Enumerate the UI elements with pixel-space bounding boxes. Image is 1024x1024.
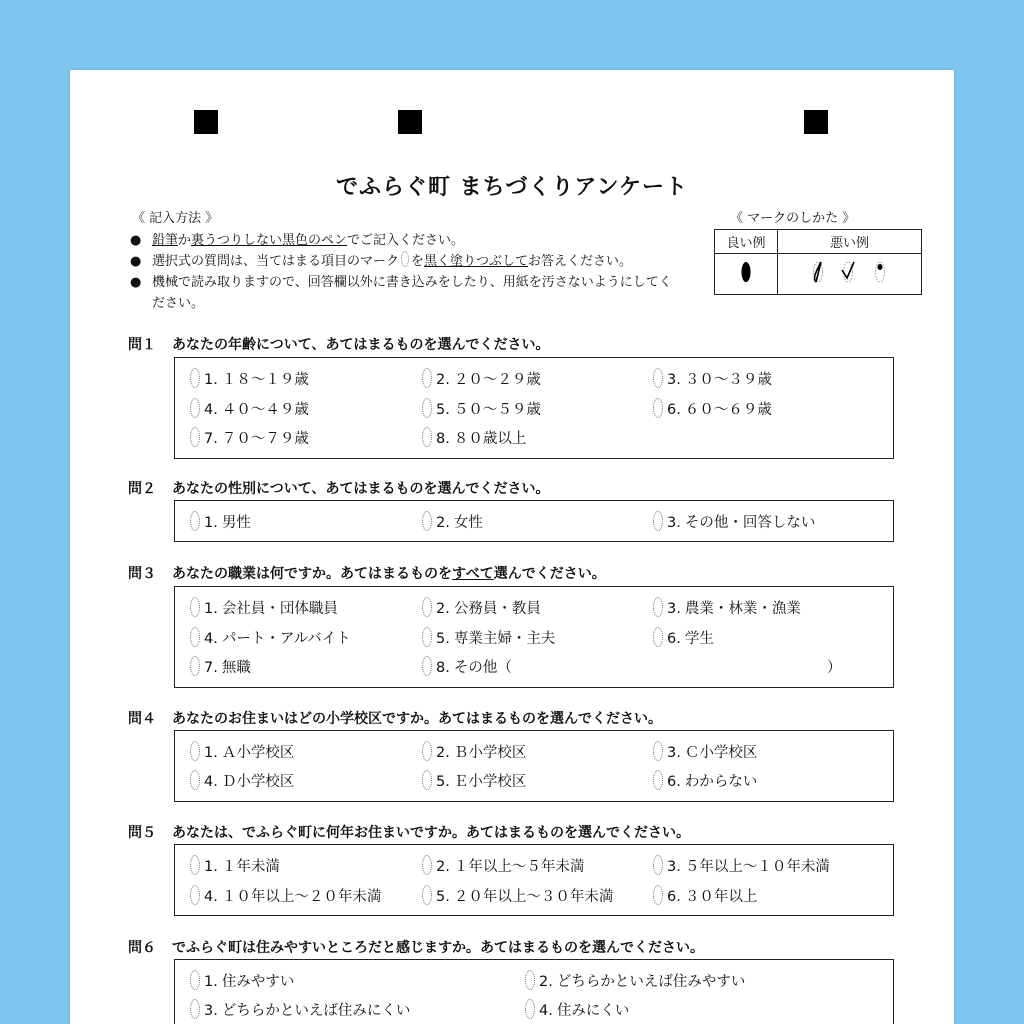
- question-number: 問１: [128, 337, 156, 353]
- q6-option-4[interactable]: [525, 999, 629, 1020]
- option-number: 3.: [667, 601, 681, 617]
- q3-option-3[interactable]: [653, 597, 801, 618]
- question-text: でふらぐ町は住みやすいところだと感じますか。あてはまるものを選んでください。: [172, 940, 704, 956]
- option-number: 5.: [436, 889, 450, 905]
- bad-example-label: 悪い例: [778, 230, 922, 254]
- option-label: ８０歳以上: [453, 431, 527, 447]
- other-close-paren: ）: [827, 660, 842, 676]
- mark-oval-icon[interactable]: [190, 885, 200, 905]
- option-label: ２０～２９歳: [453, 372, 541, 388]
- q3-option-8[interactable]: [422, 656, 512, 677]
- option-number: 2.: [436, 601, 450, 617]
- option-number: 3.: [667, 515, 681, 531]
- option-label: 住みやすい: [221, 974, 295, 990]
- q3-option-6[interactable]: [653, 627, 714, 648]
- mark-oval-icon[interactable]: [190, 656, 200, 676]
- option-number: 7.: [204, 431, 218, 447]
- mark-oval-icon[interactable]: [525, 999, 535, 1019]
- good-example-label: 良い例: [715, 230, 778, 254]
- mark-oval-icon[interactable]: [190, 511, 200, 531]
- question-number: 問３: [128, 566, 156, 582]
- option-number: 8.: [436, 431, 450, 447]
- q3-option-2[interactable]: [422, 597, 541, 618]
- question-number: 問５: [128, 825, 156, 841]
- option-number: 6.: [667, 402, 681, 418]
- q1-option-5[interactable]: [422, 398, 541, 419]
- q4-option-3[interactable]: [653, 741, 757, 762]
- option-number: 4.: [204, 889, 218, 905]
- q4-option-6[interactable]: [653, 770, 757, 791]
- mark-oval-icon[interactable]: [422, 427, 432, 447]
- option-number: 4.: [204, 774, 218, 790]
- option-label: 住みにくい: [556, 1003, 630, 1019]
- option-label: ７０～７９歳: [221, 431, 309, 447]
- q1-option-2[interactable]: [422, 368, 541, 389]
- question-text: あなたは、でふらぐ町に何年お住まいですか。あてはまるものを選んでください。: [172, 825, 690, 841]
- mark-oval-icon[interactable]: [190, 770, 200, 790]
- q3-option-4[interactable]: [190, 627, 351, 648]
- q1-option-3[interactable]: [653, 368, 772, 389]
- question-6-title: [128, 937, 704, 957]
- q6-option-3[interactable]: [190, 999, 410, 1020]
- instruction-text: でご記入ください。: [347, 233, 465, 248]
- q5-option-4[interactable]: [190, 885, 381, 906]
- option-number: 2.: [436, 372, 450, 388]
- q1-option-8[interactable]: [422, 427, 526, 448]
- mark-oval-icon[interactable]: [653, 368, 663, 388]
- q1-option-4[interactable]: [190, 398, 309, 419]
- q2-option-1[interactable]: [190, 511, 251, 532]
- question-text: あなたのお住まいはどの小学校区ですか。あてはまるものを選んでください。: [172, 711, 662, 727]
- question-2-title: [128, 478, 549, 498]
- q6-option-2[interactable]: [525, 970, 745, 991]
- page-title: でふらぐ町 まちづくりアンケート: [335, 175, 689, 200]
- mark-oval-icon[interactable]: [653, 597, 663, 617]
- option-number: 3.: [667, 745, 681, 761]
- question-4-title: [128, 708, 662, 728]
- mark-oval-icon[interactable]: [422, 885, 432, 905]
- option-number: 4.: [539, 1003, 553, 1019]
- mark-oval-icon[interactable]: [422, 368, 432, 388]
- option-number: 5.: [436, 774, 450, 790]
- mark-oval-icon[interactable]: [422, 855, 432, 875]
- option-number: 1.: [204, 859, 218, 875]
- question-text: あなたの性別について、あてはまるものを選んでください。: [172, 481, 550, 497]
- option-number: 2.: [436, 745, 450, 761]
- registration-mark: [398, 110, 422, 134]
- option-label: どちらかといえば住みにくい: [221, 1003, 411, 1019]
- option-number: 1.: [204, 601, 218, 617]
- option-label: １年以上～５年未満: [453, 859, 585, 875]
- option-number: 2.: [436, 859, 450, 875]
- question-text-emphasis: すべて: [452, 566, 494, 582]
- option-label: ３０～３９歳: [684, 372, 772, 388]
- instruction-text: 機械で読み取りますので、回答欄以外に書き込みをしたり、用紙を汚さないようにしてください。: [152, 275, 672, 311]
- question-1-title: [128, 334, 549, 354]
- option-number: 2.: [539, 974, 553, 990]
- option-label: わからない: [684, 774, 758, 790]
- mark-oval-icon[interactable]: [653, 511, 663, 531]
- option-number: 5.: [436, 631, 450, 647]
- option-number: 6.: [667, 631, 681, 647]
- option-label: 専業主婦・主夫: [453, 631, 556, 647]
- q3-option-7[interactable]: [190, 656, 251, 677]
- bad-mark-icons: [790, 256, 910, 288]
- registration-mark: [194, 110, 218, 134]
- q4-option-4[interactable]: [190, 770, 294, 791]
- mark-oval-icon[interactable]: [422, 741, 432, 761]
- mark-oval-icon[interactable]: [190, 597, 200, 617]
- option-label: 学生: [684, 631, 714, 647]
- q2-option-2[interactable]: [422, 511, 483, 532]
- mark-oval-icon[interactable]: [422, 627, 432, 647]
- option-number: 1.: [204, 372, 218, 388]
- option-number: 4.: [204, 631, 218, 647]
- mark-oval-icon[interactable]: [422, 511, 432, 531]
- instruction-item: [130, 251, 700, 272]
- option-number: 1.: [204, 974, 218, 990]
- option-number: 1.: [204, 515, 218, 531]
- option-number: 5.: [436, 402, 450, 418]
- q6-option-1[interactable]: [190, 970, 294, 991]
- option-label: 男性: [221, 515, 251, 531]
- option-number: 1.: [204, 745, 218, 761]
- q5-option-3[interactable]: [653, 855, 830, 876]
- mark-oval-icon[interactable]: [422, 597, 432, 617]
- question-text: あなたの年齢について、あてはまるものを選んでください。: [172, 337, 550, 353]
- option-label: ５０～５９歳: [453, 402, 541, 418]
- instructions-heading: 《 記入方法 》: [132, 211, 219, 226]
- instruction-text: 鉛筆: [152, 233, 179, 248]
- option-number: 2.: [436, 515, 450, 531]
- mark-oval-icon[interactable]: [190, 970, 200, 990]
- question-number: 問４: [128, 711, 156, 727]
- q5-option-6[interactable]: [653, 885, 757, 906]
- mark-oval-icon[interactable]: [190, 368, 200, 388]
- option-label: パート・アルバイト: [221, 631, 351, 647]
- question-number: 問２: [128, 481, 156, 497]
- instruction-item: [130, 272, 672, 314]
- q4-option-5[interactable]: [422, 770, 526, 791]
- instructions: [130, 230, 700, 314]
- mark-guide-table: [714, 229, 922, 295]
- mark-oval-icon[interactable]: [190, 999, 200, 1019]
- mark-oval-icon[interactable]: [653, 398, 663, 418]
- mark-oval-icon[interactable]: [190, 427, 200, 447]
- option-number: 6.: [667, 774, 681, 790]
- q4-option-1[interactable]: [190, 741, 294, 762]
- option-label: 農業・林業・漁業: [684, 601, 801, 617]
- question-number: 問６: [128, 940, 156, 956]
- mark-oval-icon[interactable]: [653, 770, 663, 790]
- option-label: Ａ小学校区: [221, 745, 295, 761]
- option-label: その他・回答しない: [684, 515, 816, 531]
- option-label: Ｂ小学校区: [453, 745, 527, 761]
- option-label: １０年以上～２０年未満: [221, 889, 382, 905]
- option-number: 3.: [667, 859, 681, 875]
- filled-oval-icon: [736, 256, 756, 288]
- mark-oval-icon[interactable]: [653, 741, 663, 761]
- instruction-text: か: [178, 233, 192, 248]
- instruction-text: 裏うつりしない黒色のペン: [191, 233, 348, 248]
- option-label: 無職: [221, 660, 251, 676]
- mark-oval-icon[interactable]: [653, 627, 663, 647]
- good-example: [715, 254, 778, 295]
- mark-oval-icon[interactable]: [653, 855, 663, 875]
- mark-oval-icon[interactable]: [190, 398, 200, 418]
- mark-oval-icon[interactable]: [422, 656, 432, 676]
- q3-option-5[interactable]: [422, 627, 555, 648]
- mark-oval-icon[interactable]: [190, 855, 200, 875]
- option-number: 6.: [667, 889, 681, 905]
- option-label: ２０年以上～３０年未満: [453, 889, 614, 905]
- option-label: ５年以上～１０年未満: [684, 859, 830, 875]
- q1-option-6[interactable]: [653, 398, 772, 419]
- option-label: その他（: [453, 660, 512, 676]
- q4-option-2[interactable]: [422, 741, 526, 762]
- option-label: どちらかといえば住みやすい: [556, 974, 746, 990]
- instruction-text: を: [411, 254, 425, 269]
- q2-option-3[interactable]: [653, 511, 815, 532]
- option-number: 7.: [204, 660, 218, 676]
- instruction-item: [130, 230, 700, 251]
- option-number: 4.: [204, 402, 218, 418]
- bad-examples: [778, 254, 922, 295]
- option-label: Ｃ小学校区: [684, 745, 758, 761]
- option-label: ６０～６９歳: [684, 402, 772, 418]
- question-text: あなたの職業は何ですか。あてはまるものを: [172, 566, 452, 582]
- q5-option-2[interactable]: [422, 855, 584, 876]
- mark-oval-icon[interactable]: [525, 970, 535, 990]
- mark-oval-icon[interactable]: [190, 627, 200, 647]
- q5-option-1[interactable]: [190, 855, 280, 876]
- option-number: 3.: [667, 372, 681, 388]
- instruction-text: お答えください。: [528, 254, 633, 269]
- option-number: 8.: [436, 660, 450, 676]
- mark-guide-heading: 《 マークのしかた 》: [730, 211, 856, 226]
- option-number: 3.: [204, 1003, 218, 1019]
- instruction-text: 選択式の質問は、当てはまる項目のマーク: [152, 254, 400, 269]
- mark-oval-icon[interactable]: [190, 741, 200, 761]
- mark-oval-icon[interactable]: [653, 885, 663, 905]
- survey-sheet: [70, 70, 954, 1024]
- option-label: Ｄ小学校区: [221, 774, 295, 790]
- question-3-title: [128, 563, 606, 583]
- question-text: 選んでください。: [493, 566, 606, 582]
- option-label: Ｅ小学校区: [453, 774, 527, 790]
- mark-oval-icon[interactable]: [422, 770, 432, 790]
- registration-mark: [804, 110, 828, 134]
- question-5-title: [128, 822, 690, 842]
- option-label: １８～１９歳: [221, 372, 309, 388]
- option-label: ３０年以上: [684, 889, 758, 905]
- mark-oval-icon: [401, 251, 409, 267]
- q3-option-1[interactable]: [190, 597, 338, 618]
- option-label: 女性: [453, 515, 483, 531]
- option-label: 会社員・団体職員: [221, 601, 338, 617]
- q5-option-5[interactable]: [422, 885, 613, 906]
- q1-option-1[interactable]: [190, 368, 309, 389]
- instruction-text: 黒く塗りつぶして: [424, 254, 529, 269]
- option-label: ４０～４９歳: [221, 402, 309, 418]
- mark-oval-icon[interactable]: [422, 398, 432, 418]
- option-label: １年未満: [221, 859, 280, 875]
- q1-option-7[interactable]: [190, 427, 309, 448]
- option-label: 公務員・教員: [453, 601, 541, 617]
